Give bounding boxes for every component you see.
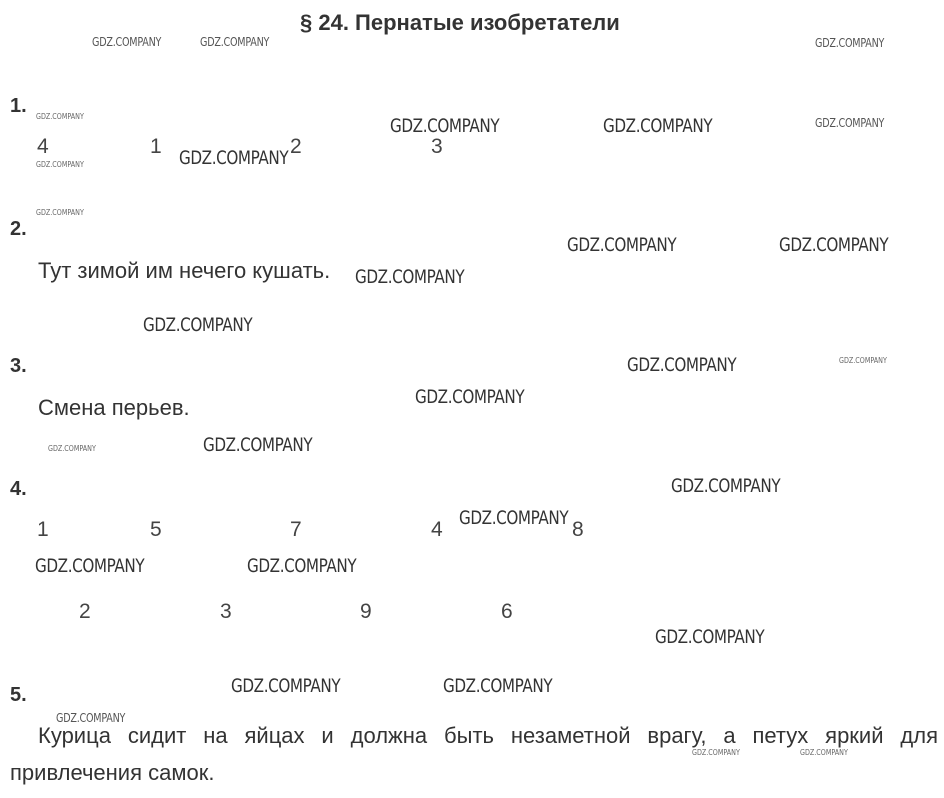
question-2-number: 2. — [10, 218, 27, 240]
question-2-answer: Тут зимой им нечего кушать. — [38, 258, 331, 283]
page-title: § 24. Пернатые изобретатели — [300, 10, 620, 35]
watermark: GDZ.COMPANY — [36, 112, 84, 121]
watermark: GDZ.COMPANY — [36, 208, 84, 217]
q4-row2-number: 3 — [220, 600, 232, 623]
question-5-answer-line-1: Курица сидит на яйцах и должна быть незаметной врагу, а петух яркий для — [38, 723, 938, 748]
watermark: GDZ.COMPANY — [779, 234, 889, 256]
question-1-number: 1. — [10, 95, 27, 117]
watermark: GDZ.COMPANY — [231, 675, 341, 697]
q1-number-4: 3 — [431, 135, 443, 158]
question-4-number: 4. — [10, 478, 27, 500]
watermark: GDZ.COMPANY — [36, 160, 84, 169]
watermark: GDZ.COMPANY — [179, 147, 289, 169]
q4-row1-number: 1 — [37, 518, 49, 541]
watermark: GDZ.COMPANY — [815, 36, 885, 50]
watermark: GDZ.COMPANY — [459, 507, 569, 529]
watermark: GDZ.COMPANY — [567, 234, 677, 256]
watermark: GDZ.COMPANY — [603, 115, 713, 137]
watermark: GDZ.COMPANY — [247, 555, 357, 577]
question-5-answer-line-2: привлечения самок. — [10, 760, 215, 785]
q4-row2-number: 9 — [360, 600, 372, 623]
watermark: GDZ.COMPANY — [92, 35, 162, 49]
q1-number-1: 4 — [37, 135, 49, 158]
watermark: GDZ.COMPANY — [415, 386, 525, 408]
q1-number-2: 1 — [150, 135, 162, 158]
watermark: GDZ.COMPANY — [839, 356, 887, 365]
q4-row1-number: 4 — [431, 518, 443, 541]
watermark: GDZ.COMPANY — [56, 711, 126, 725]
q4-row2-number: 2 — [79, 600, 91, 623]
q1-number-3: 2 — [290, 135, 302, 158]
q4-row1-number: 7 — [290, 518, 302, 541]
watermark: GDZ.COMPANY — [800, 748, 848, 757]
q4-row2-number: 6 — [501, 600, 513, 623]
watermark: GDZ.COMPANY — [655, 626, 765, 648]
watermark: GDZ.COMPANY — [143, 314, 253, 336]
watermark: GDZ.COMPANY — [443, 675, 553, 697]
watermark: GDZ.COMPANY — [627, 354, 737, 376]
watermark: GDZ.COMPANY — [692, 748, 740, 757]
watermark: GDZ.COMPANY — [203, 434, 313, 456]
watermark: GDZ.COMPANY — [355, 266, 465, 288]
question-3-answer: Смена перьев. — [38, 395, 190, 420]
watermark: GDZ.COMPANY — [390, 115, 500, 137]
watermark: GDZ.COMPANY — [35, 555, 145, 577]
question-5-number: 5. — [10, 684, 27, 706]
q4-row1-number: 5 — [150, 518, 162, 541]
question-3-number: 3. — [10, 355, 27, 377]
watermark: GDZ.COMPANY — [815, 116, 885, 130]
watermark: GDZ.COMPANY — [200, 35, 270, 49]
watermark: GDZ.COMPANY — [671, 475, 781, 497]
q4-row1-number: 8 — [572, 518, 584, 541]
watermark: GDZ.COMPANY — [48, 444, 96, 453]
